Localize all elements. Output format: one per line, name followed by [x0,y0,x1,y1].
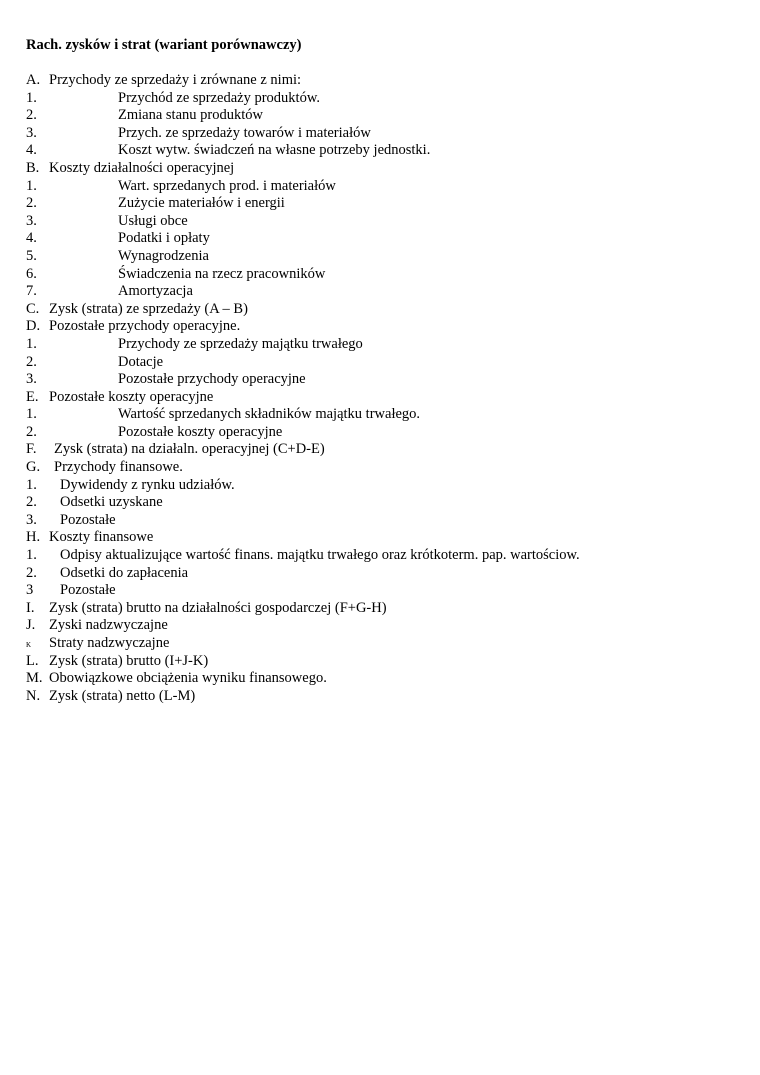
section-h [0,529,760,547]
line-text: Pozostałe koszty operacyjne [118,423,283,440]
line-mark: N. [26,687,41,704]
item-h-3 [0,582,760,600]
item-b-5 [0,248,760,266]
line-mark: 3 [26,582,34,599]
line-text: Wynagrodzenia [118,247,209,264]
line-mark: K [26,641,32,649]
line-text: Świadczenia na rzecz pracowników [118,265,326,282]
line-text: Zużycie materiałów i energii [118,195,285,212]
line-text: Przychody ze sprzedaży majątku trwałego [118,335,363,352]
section-f [0,441,760,459]
item-b-1 [0,178,760,196]
line-text: Pozostałe koszty operacyjne [49,388,214,405]
item-a-3 [0,125,760,143]
line-text: Odsetki uzyskane [60,494,163,511]
item-a-1 [0,90,760,108]
section-k [0,635,760,653]
item-b-4 [0,230,760,248]
section-e [0,389,760,407]
item-b-7 [0,283,760,301]
item-a-4 [0,142,760,160]
line-mark: 2. [26,353,37,370]
line-mark: G. [26,459,41,476]
line-text: Wart. sprzedanych prod. i materiałów [118,177,336,194]
line-mark: D. [26,318,41,335]
item-b-6 [0,266,760,284]
line-mark: 1. [26,406,37,423]
line-mark: 2. [26,423,37,440]
section-m [0,670,760,688]
item-b-2 [0,195,760,213]
section-j [0,617,760,635]
line-text: Zysk (strata) netto (L-M) [49,687,196,704]
line-text: Pozostałe przychody operacyjne. [49,318,241,335]
item-d-3 [0,371,760,389]
line-mark: L. [26,652,39,669]
line-mark: 1. [26,335,37,352]
item-a-2 [0,107,760,125]
line-mark: 3. [26,212,37,229]
item-d-1 [0,336,760,354]
line-text: Odsetki do zapłacenia [60,564,189,581]
line-mark: J. [26,617,36,634]
line-mark: C. [26,300,40,317]
line-text: Zysk (strata) brutto (I+J-K) [49,652,209,669]
line-text: Pozostałe przychody operacyjne [118,371,306,388]
line-text: Podatki i opłaty [118,230,210,247]
line-mark: 2. [26,107,37,124]
line-mark: 4. [26,142,37,159]
line-mark: 3. [26,124,37,141]
line-mark: 7. [26,283,37,300]
line-text: Amortyzacja [118,283,193,300]
section-a [0,72,760,90]
line-mark: H. [26,529,41,546]
line-mark: E. [26,388,39,405]
item-h-1 [0,547,760,565]
line-mark: 5. [26,247,37,264]
line-text: Dywidendy z rynku udziałów. [60,476,235,493]
line-text: Zysk (strata) brutto na działalności gospodarczej (F+G-H) [49,599,387,616]
section-g [0,459,760,477]
line-text: Zysk (strata) ze sprzedaży (A – B) [49,300,248,317]
section-b [0,160,760,178]
item-g-1 [0,477,760,495]
line-text: Usługi obce [118,212,188,229]
item-g-2 [0,494,760,512]
section-i [0,600,760,618]
document-title: Rach. zysków i strat (wariant porównawczy) [26,37,302,53]
line-mark: 1. [26,177,37,194]
line-text: Pozostałe [60,582,116,599]
line-text: Koszty działalności operacyjnej [49,159,235,176]
line-text: Przych. ze sprzedaży towarów i materiałów [118,124,371,141]
line-text: Zyski nadzwyczajne [49,617,168,634]
line-text: Odpisy aktualizujące wartość finans. majątku trwałego oraz krótkoterm. pap. wartościow. [60,547,580,564]
line-text: Obowiązkowe obciążenia wyniku finansowego. [49,670,327,687]
line-mark: 1. [26,89,37,106]
item-b-3 [0,213,760,231]
line-text: Przychód ze sprzedaży produktów. [118,89,320,106]
line-mark: 1. [26,476,37,493]
line-text: Pozostałe [60,511,116,528]
statement-lines [0,72,760,705]
line-text: Przychody finansowe. [54,459,183,476]
line-mark: 4. [26,230,37,247]
line-mark: 6. [26,265,37,282]
line-text: Przychody ze sprzedaży i zrównane z nimi: [49,72,302,88]
line-text: Koszty finansowe [49,529,154,546]
item-h-2 [0,565,760,583]
line-mark: 1. [26,547,37,564]
section-c [0,301,760,319]
line-mark: F. [26,441,37,458]
line-mark: M. [26,670,43,687]
line-text: Koszt wytw. świadczeń na własne potrzeby jednostki. [118,142,431,159]
item-e-1 [0,406,760,424]
item-g-3 [0,512,760,530]
section-l [0,653,760,671]
line-mark: I. [26,599,35,616]
section-d [0,318,760,336]
line-text: Wartość sprzedanych składników majątku trwałego. [118,406,421,423]
item-e-2 [0,424,760,442]
line-mark: 3. [26,371,37,388]
line-mark: 2. [26,564,37,581]
line-text: Zmiana stanu produktów [118,107,263,124]
line-mark: B. [26,159,40,176]
line-mark: 2. [26,195,37,212]
line-text: Straty nadzwyczajne [49,635,170,651]
line-text: Dotacje [118,353,164,370]
line-text: Zysk (strata) na działaln. operacyjnej (C+D-E) [54,441,325,458]
line-mark: 2. [26,494,37,511]
line-mark: A. [26,72,41,88]
section-n [0,688,760,706]
line-mark: 3. [26,511,37,528]
item-d-2 [0,354,760,372]
